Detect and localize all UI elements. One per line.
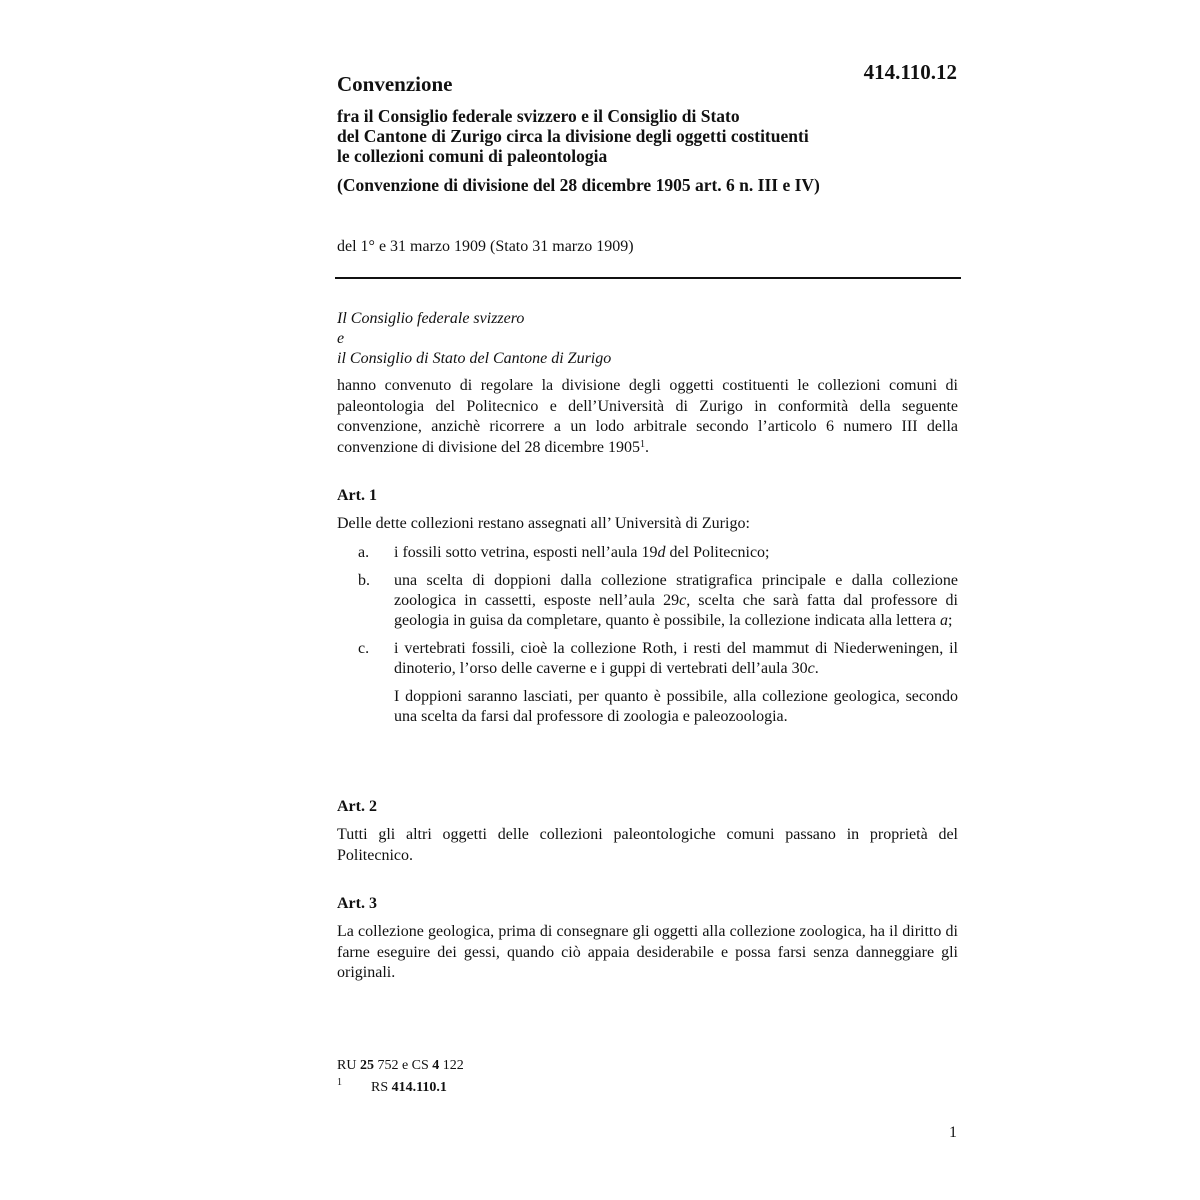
document-title: Convenzione <box>337 72 453 96</box>
list-text-italic: d <box>657 544 666 561</box>
list-text-italic: a <box>940 612 949 629</box>
page-number: 1 <box>949 1124 957 1141</box>
subtitle-line: le collezioni comuni di paleontologia <box>337 146 608 166</box>
document-date: del 1° e 31 marzo 1909 (Stato 31 marzo 1909) <box>337 238 634 255</box>
subtitle-line: fra il Consiglio federale svizzero e il Consiglio di Stato <box>337 106 740 126</box>
ru-middle: 752 e CS <box>373 1058 433 1073</box>
footnote-prefix: RS <box>371 1080 392 1095</box>
list-letter: c. <box>358 640 370 657</box>
list-text-italic: c <box>679 592 687 609</box>
footnote-link[interactable]: 414.110.1 <box>391 1080 447 1095</box>
document-page <box>337 0 961 1200</box>
list-item <box>337 639 958 679</box>
ru-prefix: RU <box>337 1058 360 1073</box>
article-1-note: I doppioni saranno lasciati, per quanto è possibile, alla collezione geologica, secondo una scelta da farsi dal professore di zoologia e paleozoologia. <box>394 688 958 725</box>
subtitle-line: del Cantone di Zurigo circa la divisione degli oggetti costituenti <box>337 126 809 146</box>
preamble-text <box>337 376 958 458</box>
article-2-text: Tutti gli altri oggetti delle collezioni paleontologiche comuni passano in proprietà del Politecnico. <box>337 826 958 864</box>
list-text: , scelta che sarà fatta dal professore di geologia in guisa da completare, quanto è possibile, la collezione indicata alla lettera <box>394 592 958 629</box>
ru-volume: 25 <box>359 1058 374 1073</box>
footnote <box>337 1077 447 1096</box>
article-1-intro: Delle dette collezioni restano assegnati all’ Università di Zurigo: <box>337 515 750 532</box>
list-text-italic: c <box>807 660 815 677</box>
list-text: i vertebrati fossili, cioè la collezione Roth, i resti del mammut di Niederweningen, il dinoterio, l’orso delle caverne e i guppi di vertebrati dell’aula 30 <box>394 640 958 677</box>
preamble-parties <box>337 309 611 369</box>
footnote-text <box>371 1080 447 1095</box>
list-text: del Politecnico; <box>665 544 770 561</box>
preamble-conjunction: e <box>337 330 345 347</box>
list-item <box>337 571 958 631</box>
preamble-party-federal: Il Consiglio federale svizzero <box>337 310 525 327</box>
document-subtitle <box>337 106 957 166</box>
cs-page: 122 <box>439 1058 464 1073</box>
preamble-end: . <box>645 438 650 456</box>
cs-volume: 4 <box>432 1058 440 1073</box>
list-letter: b. <box>358 572 370 589</box>
article-3-heading: Art. 3 <box>337 895 377 912</box>
footnote-mark: 1 <box>337 1077 342 1088</box>
article-1-list <box>337 543 958 727</box>
header-divider <box>335 277 961 279</box>
list-text: ; <box>948 612 953 629</box>
list-text: . <box>814 660 819 677</box>
preamble-body: hanno convenuto di regolare la divisione degli oggetti costituenti le collezioni comuni di paleontologia del Politecnico e dell’Università di Zurigo in conformità della seguente convenzione, anzichè ricorrere a un lodo arbitrale secondo l’articolo 6 numero III della convenzione di divisione del 28 dicembre 1905 <box>337 377 958 456</box>
preamble-party-canton: il Consiglio di Stato del Cantone di Zurigo <box>337 350 612 367</box>
sr-number: 414.110.12 <box>863 60 957 84</box>
list-text: i fossili sotto vetrina, esposti nell’aula 19 <box>394 544 658 561</box>
article-2-heading: Art. 2 <box>337 798 377 815</box>
article-1-heading: Art. 1 <box>337 487 377 504</box>
list-item <box>337 543 958 563</box>
official-compilation-reference <box>337 1058 464 1074</box>
document-short-title: (Convenzione di divisione del 28 dicembre 1905 art. 6 n. III e IV) <box>337 175 820 195</box>
footnote-reference[interactable]: 1 <box>640 438 646 450</box>
list-text: una scelta di doppioni dalla collezione stratigrafica principale e dalla collezione zoologica in cassetti, esposte nell’aula 29 <box>394 572 958 609</box>
list-letter: a. <box>358 544 370 561</box>
article-3-text: La collezione geologica, prima di consegnare gli oggetti alla collezione zoologica, ha il diritto di farne eseguire dei gessi, quando ciò appaia desiderabile e possa farsi senza danneggiare gli originali. <box>337 923 958 981</box>
